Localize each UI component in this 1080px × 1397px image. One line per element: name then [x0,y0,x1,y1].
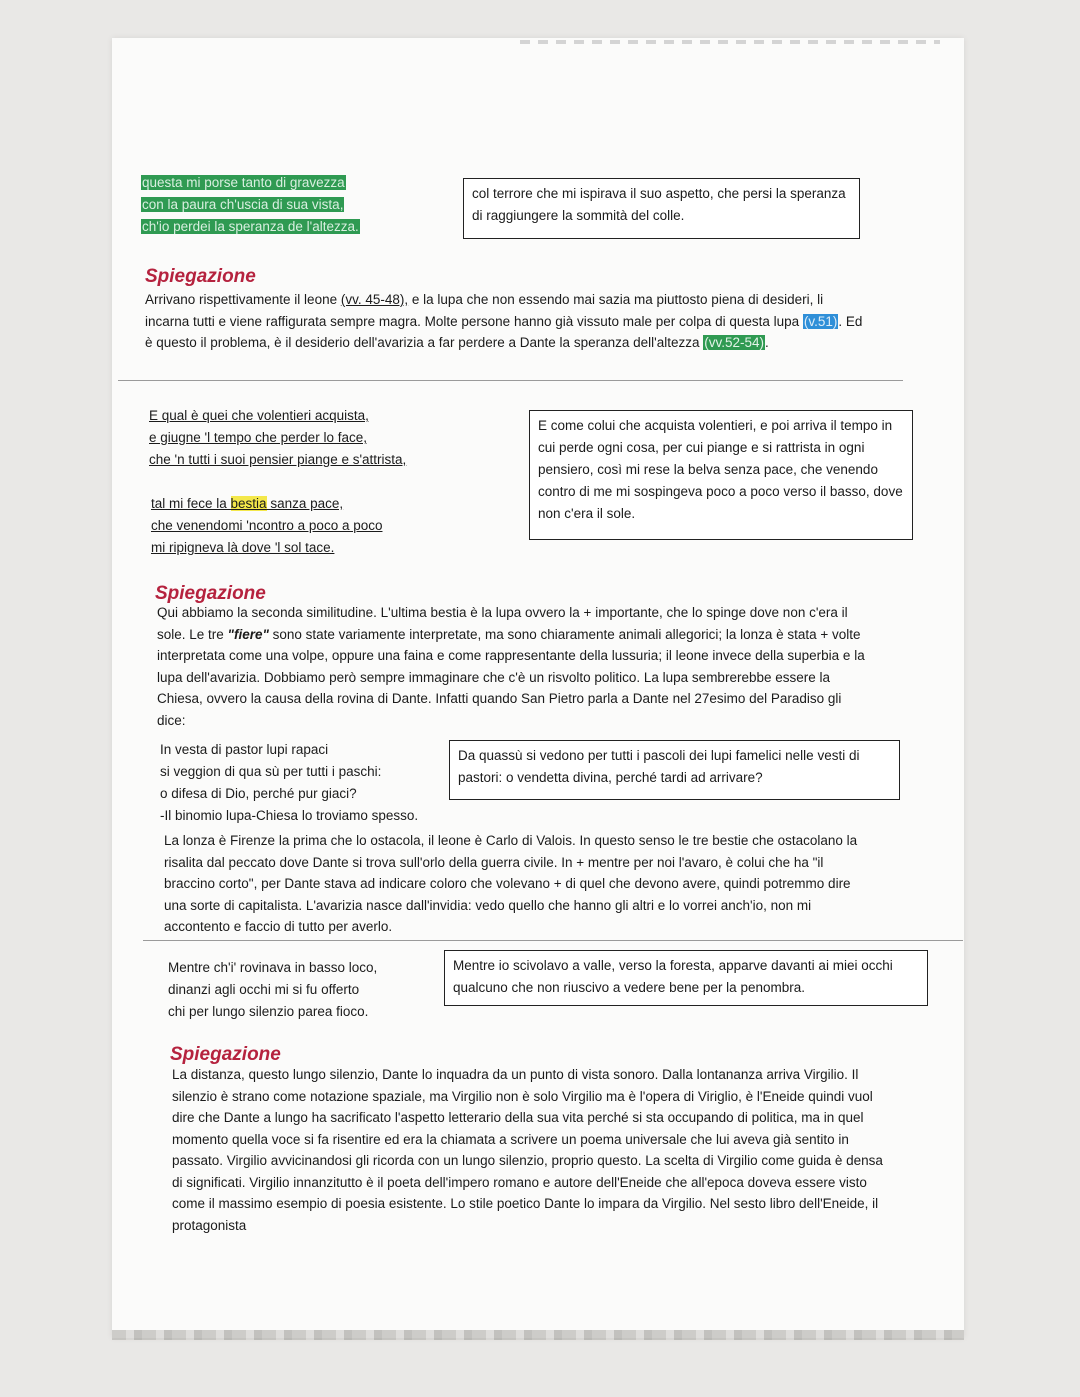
verse-line: o difesa di Dio, perché pur giaci? [160,786,357,801]
section-heading: Spiegazione [145,266,256,287]
paraphrase-box-4 [444,950,928,1006]
verse-block-5 [168,957,377,1023]
verse-reference: (vv. 45-48), [340,292,409,307]
paraphrase-box-3 [449,740,900,800]
verse-line: chi per lungo silenzio parea fioco. [168,1004,369,1019]
divider [118,380,903,381]
paraphrase-text: Da quassù si vedono per tutti i pascoli dei lupi famelici nelle vesti di pastori: o vendetta divina, perché tardi ad arrivare? [458,748,860,785]
top-scan-edge [520,40,940,44]
paraphrase-box-1 [463,178,860,239]
verse-line: -Il binomio lupa-Chiesa lo troviamo spesso. [160,808,419,823]
explanation-2b: La lonza è Firenze la prima che lo ostacola, il leone è Carlo di Valois. In questo senso le tre bestie che ostacolano la risalita dal peccato dove Dante si trova sull'orlo della guerra civile. In + mentre per noi l'avaro, è colui che ha "il braccino corto", per Dante stava ad indicare coloro che volevano + di quel che devono avere, quindi potremmo dire una sorte di capitalista. L'avarizia nasce dall'invidia: vedo quello che hanno gli altri e lo vorrei anch'io, non mi accontento e faccio di tutto per averlo. [164,833,858,934]
verse-block-1 [141,172,360,238]
verse-line: con la paura ch'uscia di sua vista, [142,197,344,212]
verse-block-4 [160,739,418,827]
paraphrase-text: Mentre io scivolavo a valle, verso la foresta, apparve davanti ai miei occhi qualcuno che non riuscivo a vedere bene per la penombra. [453,958,893,995]
explanation-1: Arrivano rispettivamente il leone (vv. 45-48), e la lupa che non essendo mai sazia ma piuttosto piena di desideri, li incarna tutti e viene raffigurata sempre magra. Molte persone hanno già vissuto male per colpa di questa lupa (v.51). Ed è questo il problema, è il desiderio dell'avarizia a far perdere a Dante la speranza dell'altezza (vv.52-54). [145,292,863,350]
paraphrase-text: col terrore che mi ispirava il suo aspetto, che persi la speranza di raggiungere la sommità del colle. [472,186,846,223]
verse-line: dinanzi agli occhi mi si fu offerto [168,982,360,997]
paraphrase-text: E come colui che acquista volentieri, e poi arriva il tempo in cui perde ogni cosa, per cui piange e si rattrista in ogni pensiero, così mi rese la belva senza pace, che venendo contro di me mi sospingeva poco a poco verso il basso, dove non c'era il sole. [538,418,903,521]
explanation-3: La distanza, questo lungo silenzio, Dante lo inquadra da un punto di vista sonoro. Dalla lontananza arriva Virgilio. Il silenzio è strano come notazione spaziale, ma Virgilio non è solo Virgilio ma è l'opera di Viriglio, è l'Eneide quindi vuol dire che Dante a lungo ha sacrificato l'aspetto letterario della sua vita perché si sta occupando di politica, ma in quel momento quella voce si fa risentire ed era la chiamata a scrivere un poema universale che lui aveva già sentito in passato. Virgilio avvicinandosi gli ricorda con un lungo silenzio, proprio questo. La scelta di Virgilio come guida è densa di significati. Virgilio innanzitutto è il poeta dell'impero romano e autore dell'Eneide che all'epoca doveva essere visto come il massimo esempio di poesia esistente. Lo stile poetico Dante lo impara da Virgilio. Nel sesto libro dell'Eneide, il protagonista [172,1067,883,1233]
verse-line: che 'n tutti i suoi pensier piange e s'attrista, [149,452,407,467]
explanation-2: Qui abbiamo la seconda similitudine. L'ultima bestia è la lupa ovvero la + importante, che lo spinge dove non c'era il sole. Le tre "fiere" sono state variamente interpretate, ma sono chiaramente animali allegorici; la lonza è stata + volte interpretata come una volpe, oppure una faina e come rappresentante della lussuria; il leone invece della superbia e la lupa dell'avarizia. Dobbiamo però sempre immaginare che c'è un risvolto politico. La lupa sembrerebbe essere la Chiesa, ovvero la causa della rovina di Dante. Infatti quando San Pietro parla a Dante nel 27esimo del Paradiso gli dice: [157,605,865,728]
paraphrase-box-2 [529,410,913,540]
bottom-scan-edge [112,1330,964,1340]
section-heading: Spiegazione [155,583,266,604]
verse-line: In vesta di pastor lupi rapaci [160,742,329,757]
verse-block-3: tal mi fece la bestia sanza pace, che venendomi 'ncontro a poco a poco mi ripigneva là dove 'l sol tace. [151,493,382,559]
verse-line: e giugne 'l tempo che perder lo face, [149,430,367,445]
verse-line: si veggion di qua sù per tutti i paschi: [160,764,382,779]
verse-block-2 [149,405,406,471]
verse-reference: (vv.52-54) [704,335,765,350]
verse-line: Mentre ch'i' rovinava in basso loco, [168,960,378,975]
highlighted-word: bestia [230,496,267,511]
verse-reference: (v.51) [803,313,838,329]
verse-line: che venendomi 'ncontro a poco a poco [151,518,383,533]
verse-line: questa mi porse tanto di gravezza [142,175,345,190]
verse-line: E qual è quei che volentieri acquista, [149,408,369,423]
section-heading: Spiegazione [170,1044,281,1065]
divider [143,940,963,941]
verse-line: mi ripigneva là dove 'l sol tace. [151,540,335,555]
verse-line: ch'io perdei la speranza de l'altezza. [142,219,359,234]
